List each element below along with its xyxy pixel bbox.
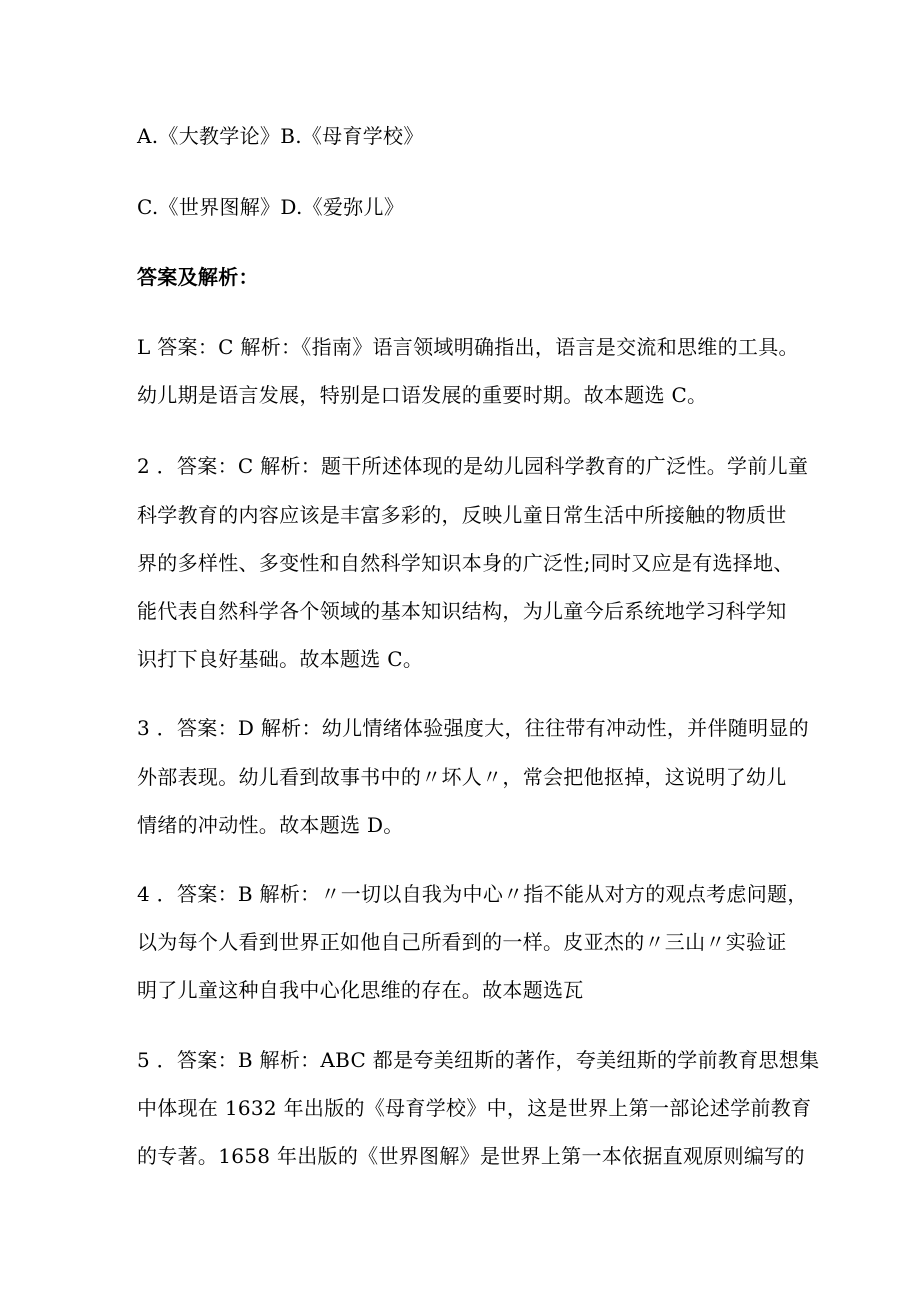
- answer-3-line-3: 情绪的冲动性。故本题选 D。: [137, 813, 404, 837]
- answer-4-line-2: 以为每个人看到世界正如他自己所看到的一样。皮亚杰的〃三山〃实验证: [137, 930, 787, 954]
- answer-3-line-1: 3 ．答案：D 解析：幼儿情绪体验强度大，往往带有冲动性，并伴随明显的: [137, 716, 809, 740]
- answer-3-line-2: 外部表现。幼儿看到故事书中的〃坏人〃，常会把他抠掉，这说明了幼儿: [137, 765, 787, 789]
- options-line-a-b: A.《大教学论》B.《母育学校》: [137, 124, 424, 148]
- answer-1-line-1: L 答案：C 解析：《指南》语言领域明确指出，语言是交流和思维的工具。: [137, 335, 799, 359]
- answer-2-line-5: 识打下良好基础。故本题选 C。: [137, 647, 424, 671]
- answer-2-line-3: 界的多样性、多变性和自然科学知识本身的广泛性;同时又应是有选择地、: [137, 551, 794, 575]
- answer-5-line-2: 中体现在 1632 年出版的《母育学校》中，这是世界上第一部论述学前教育: [137, 1096, 812, 1120]
- answer-5-line-3: 的专著。1658 年出版的《世界图解》是世界上第一本依据直观原则编写的: [137, 1144, 805, 1168]
- answer-2-line-1: 2 ．答案：C 解析：题干所述体现的是幼儿园科学教育的广泛性。学前儿童: [137, 454, 809, 478]
- answers-heading: 答案及解析：: [137, 265, 259, 289]
- answer-4-line-3: 明了儿童这种自我中心化思维的存在。故本题选瓦: [137, 978, 584, 1002]
- answer-5-line-1: 5 ．答案：B 解析：ABC 都是夸美纽斯的著作，夸美纽斯的学前教育思想集: [137, 1048, 820, 1072]
- answer-2-line-2: 科学教育的内容应该是丰富多彩的，反映儿童日常生活中所接触的物质世: [137, 503, 787, 527]
- options-line-c-d: C.《世界图解》D.《爱弥儿》: [137, 195, 405, 219]
- answer-4-line-1: 4 ．答案：B 解析：〃一切以自我为中心〃指不能从对方的观点考虑问题，: [137, 882, 808, 906]
- answer-2-line-4: 能代表自然科学各个领域的基本知识结构，为儿童今后系统地学习科学知: [137, 599, 787, 623]
- answer-1-line-2: 幼儿期是语言发展，特别是口语发展的重要时期。故本题选 C。: [137, 383, 708, 407]
